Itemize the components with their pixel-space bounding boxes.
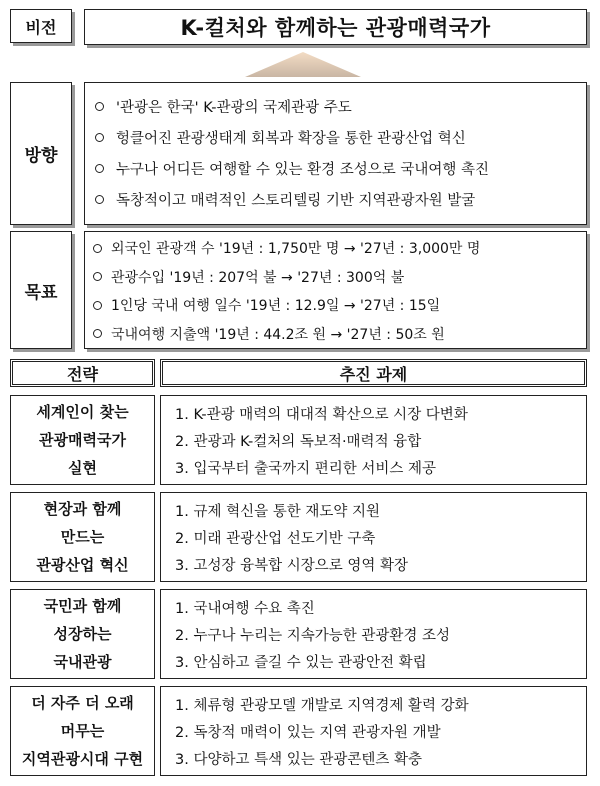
- direction-item: [95, 122, 586, 153]
- circle-bullet-icon: [95, 195, 104, 204]
- circle-bullet-icon: [93, 329, 102, 338]
- direction-list: [85, 91, 586, 215]
- strategy-line: 머무는: [60, 722, 105, 740]
- task-item: 3. 고성장 융복합 시장으로 영역 확장: [175, 558, 408, 574]
- strategy-line: 관광매력국가: [39, 431, 126, 449]
- strategy-line: 국내관광: [53, 653, 112, 671]
- tasks-cell: [160, 589, 587, 679]
- goal-item-text: 외국인 관광객 수 '19년 : 1,750만 명 → '27년 : 3,000만 명: [111, 241, 481, 258]
- strategy-line: 국민과 함께: [43, 597, 122, 615]
- goals-list: [85, 234, 586, 348]
- task-item: 1. K-관광 매력의 대대적 확산으로 시장 다변화: [175, 407, 468, 423]
- task-item: 2. 누구나 누리는 지속가능한 관광환경 조성: [175, 628, 450, 644]
- goal-item-text: 관광수입 '19년 : 207억 불 → '27년 : 300억 불: [111, 269, 405, 286]
- direction-item-text: 헝클어진 관광생태계 회복과 확장을 통한 관광산업 혁신: [116, 131, 466, 147]
- circle-bullet-icon: [95, 102, 104, 111]
- goals-panel: [84, 231, 587, 349]
- strategy-line: 관광산업 혁신: [36, 556, 129, 574]
- task-item: 3. 입국부터 출국까지 편리한 서비스 제공: [175, 461, 436, 477]
- goal-item: [93, 263, 586, 292]
- goal-item: [93, 291, 586, 320]
- strategy-line: 지역관광시대 구현: [21, 750, 144, 768]
- strategy-header: 전략: [10, 359, 155, 387]
- circle-bullet-icon: [93, 301, 102, 310]
- task-item: 1. 규제 혁신을 통한 재도약 지원: [175, 504, 380, 520]
- goal-item-text: 국내여행 지출액 '19년 : 44.2조 원 → '27년 : 50조 원: [111, 326, 445, 343]
- goal-item-text: 1인당 국내 여행 일수 '19년 : 12.9일 → '27년 : 15일: [111, 298, 441, 315]
- task-item: 1. 국내여행 수요 촉진: [175, 601, 315, 617]
- strategy-line: 현장과 함께: [43, 500, 122, 518]
- strategy-line: 세계인이 찾는: [36, 403, 129, 421]
- direction-item: [95, 184, 586, 215]
- task-item: 2. 독창적 매력이 있는 지역 관광자원 개발: [175, 725, 441, 741]
- goal-item: [93, 234, 586, 263]
- vision-title: K-컬처와 함께하는 관광매력국가: [84, 9, 587, 45]
- vision-label: 비전: [10, 9, 72, 43]
- direction-item: [95, 91, 586, 122]
- goal-item: [93, 320, 586, 349]
- strategy-line: 더 자주 더 오래: [31, 694, 134, 712]
- direction-item-text: 독창적이고 매력적인 스토리텔링 기반 지역관광자원 발굴: [116, 193, 476, 209]
- task-item: 3. 안심하고 즐길 수 있는 관광안전 확립: [175, 655, 427, 671]
- task-item: 2. 미래 관광산업 선도기반 구축: [175, 531, 376, 547]
- task-item: 3. 다양하고 특색 있는 관광콘텐츠 확충: [175, 752, 422, 768]
- tasks-cell: [160, 686, 587, 776]
- strategy-cell: [10, 686, 155, 776]
- strategy-line: 만드는: [60, 528, 105, 546]
- up-arrow-icon: [243, 50, 363, 78]
- goals-label: 목표: [10, 231, 72, 349]
- circle-bullet-icon: [93, 244, 102, 253]
- tasks-cell: [160, 492, 587, 582]
- direction-label: 방향: [10, 82, 72, 225]
- tasks-header: 추진 과제: [160, 359, 587, 387]
- strategy-cell: [10, 589, 155, 679]
- task-item: 2. 관광과 K-컬처의 독보적·매력적 융합: [175, 434, 422, 450]
- tasks-cell: [160, 395, 587, 485]
- task-item: 1. 체류형 관광모델 개발로 지역경제 활력 강화: [175, 698, 469, 714]
- strategy-line: 성장하는: [53, 625, 112, 643]
- circle-bullet-icon: [95, 164, 104, 173]
- strategy-line: 실현: [68, 459, 97, 477]
- direction-item: [95, 153, 586, 184]
- direction-panel: [84, 82, 587, 225]
- strategy-cell: [10, 492, 155, 582]
- direction-item-text: 누구나 어디든 여행할 수 있는 환경 조성으로 국내여행 촉진: [116, 162, 490, 178]
- circle-bullet-icon: [95, 133, 104, 142]
- circle-bullet-icon: [93, 272, 102, 281]
- direction-item-text: '관광은 한국' K-관광의 국제관광 주도: [116, 100, 352, 116]
- strategy-cell: [10, 395, 155, 485]
